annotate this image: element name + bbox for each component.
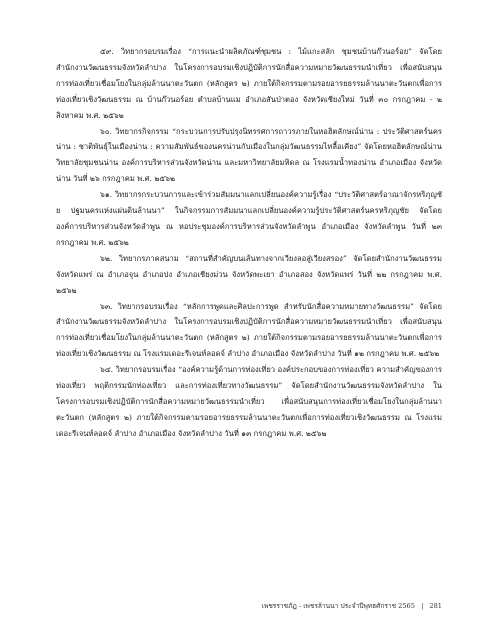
list-item-63: ๖๓. วิทยากรอบรมเรื่อง “หลักการพูดและศิลปะการพูด สำหรับนักสื่อความหมายทางวัฒนธรรม” จัดโดยสำนักงานวัฒนธรรมจังหวัดลำปาง ในโครงการอบรมเชิงปฏิบัติการนักสื่อความหมายวัฒนธรรมนำเที่ยว เพื่อสนับสนุนการท่องเที่ยวเชื่อมโยงในกลุ่มล้านนาตะวันตก (หลักสูตร ๒) ภายใต้กิจกรรมตามรอยอารยธรรมล้านนาตะวันตกเพื่อการท่องเที่ยวเชิงวัฒนธรรม ณ โรงแรมเดอะรีเจนท์ลอดจ์ ลำปาง อำเภอเมือง จังหวัดลำปาง วันที่ ๑๒ กรกฎาคม พ.ศ. ๒๕๖๒ [56,301,442,359]
footer-title: เพชรราชภัฏ - เพชรล้านนา ประจำปีพุทธศักราช 2565 [261,602,415,610]
list-item-60: ๖๐. วิทยากรกิจกรรม “กระบวนการปรับปรุงนิทรรศการถาวรภายในหอฮิตลักษณ์น่าน : ประวัติศาสตร์นครน่าน : ชาติพันธุ์ในเมืองน่าน : ความสัมพันธ์ของนครน่านกับเมืองในกลุ่มวัฒนธรรมไทลื้อเคียง” จัดโดยหอฮิตลักษณ์น่าน วิทยาลัยชุมชนน่าน องค์การบริหารส่วนจังหวัดน่าน และมหาวิทยาลัยมหิดล ณ โรงแรมน้ำทองน่าน อำเภอเมือง จังหวัดน่าน วันที่ ๒๖ กรกฎาคม พ.ศ. ๒๕๖๒ [56,126,442,184]
list-item-61: ๖๑. วิทยากรกระบวนการและเข้าร่วมสัมมนาแลกเปลี่ยนองค์ความรู้เรื่อง “ประวัติศาสตร์อาณาจักรหริภุญชัย ปฐมนครแห่งแผ่นดินล้านนา” ในกิจกรรมการสัมมนาแลกเปลี่ยนองค์ความรู้ประวัติศาสตร์นครหริภุญชัย จัดโดยองค์การบริหารส่วนจังหวัดลำพูน ณ หอประชุมองค์การบริหารส่วนจังหวัดลำพูน อำเภอเมือง จังหวัดลำพูน วันที่ ๒๓ กรกฎาคม พ.ศ. ๒๕๖๒ [56,190,442,247]
footer-separator: | [421,602,424,610]
body-text [56,44,442,442]
list-item-64: ๖๔. วิทยากรอบรมเรื่อง “องค์ความรู้ด้านการท่องเที่ยว องค์ประกอบของการท่องเที่ยว ความสำคัญของการท่องเที่ยว พฤติกรรมนักท่องเที่ยว และการท่องเที่ยวทางวัฒนธรรม” จัดโดยสำนักงานวัฒนธรรมจังหวัดลำปาง ในโครงการอบรมเชิงปฏิบัติการนักสื่อความหมายวัฒนธรรมนำเที่ยว เพื่อสนับสนุนการท่องเที่ยวเชื่อมโยงในกลุ่มล้านนาตะวันตก (หลักสูตร ๒) ภายใต้กิจกรรมตามรอยอารยธรรมล้านนาตะวันตกเพื่อการท่องเที่ยวเชิงวัฒนธรรม ณ โรงแรมเดอะรีเจนท์ลอดจ์ ลำปาง อำเภอเมือง จังหวัดลำปาง วันที่ ๑๓ กรกฎาคม พ.ศ. ๒๕๖๒ [56,365,442,438]
list-item-59: ๕๙. วิทยากรอบรมเรื่อง “การแนะนำผลิตภัณฑ์ชุมชน : ไม้แกะสลัก ชุมชนบ้านก๊วนอร์อย” จัดโดยสำนักงานวัฒนธรรมจังหวัดลำปาง ในโครงการอบรมเชิงปฏิบัติการนักสื่อความหมายวัฒนธรรมนำเที่ยว เพื่อสนับสนุนการท่องเที่ยวเชื่อมโยงในกลุ่มล้านนาตะวันตก (หลักสูตร ๒) ภายใต้กิจกรรมตามรอยอารยธรรมล้านนาตะวันตกเพื่อการท่องเที่ยวเชิงวัฒนธรรม ณ บ้านก๊วนอร์อย ตำบลบ้านแม อำเภอสันป่าตอง จังหวัดเชียงใหม่ วันที่ ๓๐ กรกฎาคม - ๒ สิงหาคม พ.ศ. ๒๕๖๒ [56,47,442,120]
page-number: 281 [429,602,442,610]
page-footer [0,600,442,611]
list-item-62: ๖๒. วิทยากรภาคสนาม “สถานที่สำคัญบนเส้นทางจากเวียงลอสู่เวียงสรอง” จัดโดยสำนักงานวัฒนธรรมจังหวัดแพร่ ณ อำเภอจุน อำเภอปง อำเภอเชียงม่วน จังหวัดพะเยา อำเภอสอง จังหวัดแพร่ วันที่ ๒๒ กรกฎาคม พ.ศ. ๒๕๖๒ [56,253,442,295]
